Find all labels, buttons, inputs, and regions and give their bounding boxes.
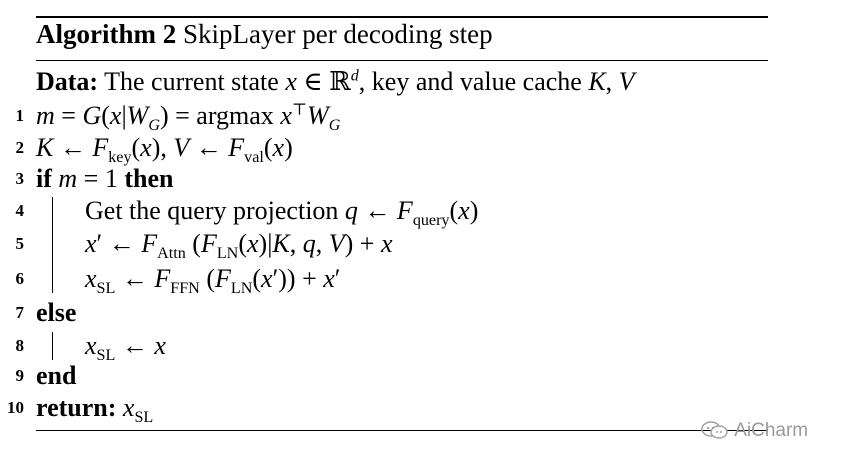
keyword-then: then: [124, 164, 174, 193]
data-label: Data:: [36, 67, 99, 96]
algo-line-1: $m = G(x|W_G) = argmax$ $x^⊤W_G$: [36, 101, 341, 135]
algorithm-title: [36, 19, 493, 50]
wechat-icon: [700, 421, 730, 439]
data-text-2: , key and value cache: [358, 67, 582, 96]
line-number-10: 10: [7, 398, 24, 417]
line-number-6: 6: [15, 269, 24, 288]
algorithm-title-text: SkipLayer per decoding step: [182, 19, 493, 49]
algo-line-10: return: $x_{SL}$: [36, 393, 154, 427]
algo-line-9: [36, 360, 76, 392]
keyword-if: if: [36, 164, 52, 193]
keyword-return: return:: [36, 393, 117, 422]
math-state: x: [285, 67, 297, 96]
keyword-else: else: [36, 298, 77, 327]
math-cache: K: [588, 67, 606, 96]
keyword-end: end: [36, 361, 77, 390]
algo-line-3: if m = 1 then: [36, 164, 174, 193]
algo-line-4: Get the query projection q ← $F_{query}(x)$: [85, 196, 479, 230]
algo-line-6: $x_{SL}$ ← $F_{FFN}$ $(F_{LN}(x')) + x'$: [85, 264, 341, 298]
if-block-bar: [52, 197, 53, 293]
data-line: Data: The current state x ∈ ℝ$^d$, key and value cache K, V: [36, 67, 635, 96]
data-text-1: The current state: [104, 67, 279, 96]
line-number-1: 1: [15, 106, 24, 125]
step4-text: Get the query projection: [85, 196, 339, 225]
algo-line-7: [36, 297, 76, 329]
algo-line-2: K ← $F_{key}(x)$, V ← $F_{val}(x)$: [36, 133, 293, 167]
algo-line-8: $x_{SL}$ ← x: [85, 331, 166, 365]
watermark: [700, 420, 808, 442]
line-number-9: 9: [15, 366, 24, 385]
line-number-8: 8: [15, 336, 24, 355]
watermark-text: AiCharm: [734, 420, 809, 441]
line-number-2: 2: [15, 138, 24, 157]
line-number-7: 7: [15, 303, 24, 322]
else-block-bar: [52, 332, 53, 360]
line-number-3: 3: [15, 169, 24, 188]
middle-rule: [36, 60, 768, 61]
bottom-rule: [36, 430, 768, 431]
top-rule: [36, 16, 768, 18]
algo-line-5: x′ ← $F_{Attn}$ ($F_{LN}(x)|K$, q, V) + x: [85, 229, 393, 263]
algorithm-title-label: Algorithm 2: [36, 19, 177, 49]
line-number-4: 4: [15, 201, 24, 220]
line-number-5: 5: [15, 234, 24, 253]
